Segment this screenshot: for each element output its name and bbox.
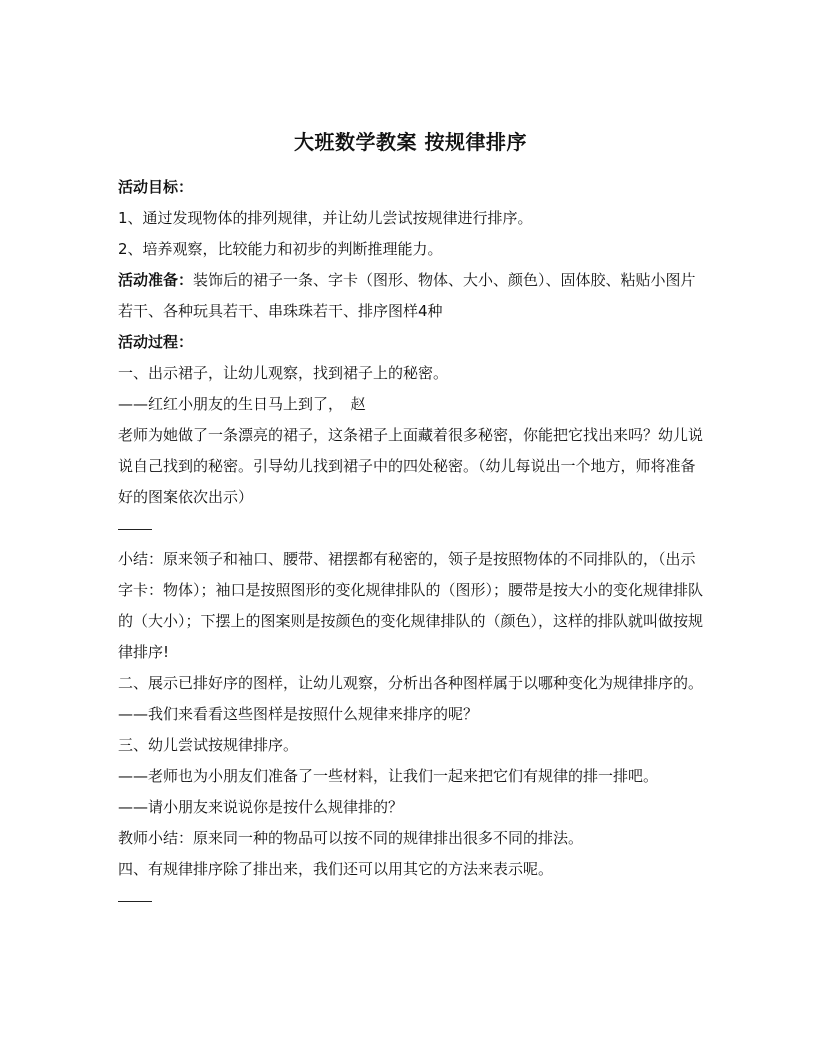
- dash-separator: [118, 513, 152, 544]
- step-2-quote: ——我们来看看这些图样是按照什么规律来排序的呢？: [118, 705, 479, 723]
- step-2: 二、展示已排好序的图样，让幼儿观察，分析出各种图样属于以哪种变化为规律排序的。: [118, 674, 704, 692]
- step-3-quote-2: ——请小朋友来说说你是按什么规律排的？: [118, 798, 404, 816]
- teacher-summary: 教师小结：原来同一种的物品可以按不同的规律排出很多不同的排法。: [118, 829, 584, 847]
- step-3-quote-1: ——老师也为小朋友们准备了一些材料，让我们一起来把它们有规律的排一排吧。: [118, 767, 659, 785]
- document-body: [118, 128, 703, 916]
- summary-1: 小结：原来领子和袖口、腰带、裙摆都有秘密的，领子是按照物体的不同排队的，（出示字卡：物体）；袖口是按照图形的变化规律排队的（图形）；腰带是按大小的变化规律排队的（大小）；下摆上的图案则是按颜色的变化规律排队的（颜色），这样的排队就叫做按规律排序!: [118, 550, 704, 661]
- prep-heading: 活动准备：: [118, 271, 194, 289]
- step-3: 三、幼儿尝试按规律排序。: [118, 736, 299, 754]
- step-1-quote: ——红红小朋友的生日马上到了， 赵: [118, 395, 366, 413]
- process-heading: 活动过程：: [118, 333, 194, 351]
- goal-2: 2、培养观察，比较能力和初步的判断推理能力。: [118, 240, 443, 258]
- prep-paragraph: [118, 265, 703, 327]
- step-1-text: 老师为她做了一条漂亮的裙子，这条裙子上面藏着很多秘密，你能把它找出来吗？幼儿说说自己找到的秘密。引导幼儿找到裙子中的四处秘密。（幼儿每说出一个地方，师将准备好的图案依次出示）: [118, 426, 704, 506]
- prep-text: 装饰后的裙子一条、字卡（图形、物体、大小、颜色）、固体胶、粘贴小图片若干、各种玩具若干、串珠珠若干、排序图样4种: [118, 271, 696, 320]
- step-1: 一、出示裙子，让幼儿观察，找到裙子上的秘密。: [118, 364, 449, 382]
- step-4: 四、有规律排序除了排出来，我们还可以用其它的方法来表示呢。: [118, 860, 554, 878]
- dash-separator: [118, 885, 152, 916]
- goal-1: 1、通过发现物体的排列规律，并让幼儿尝试按规律进行排序。: [118, 209, 533, 227]
- document-title: 大班数学教案 按规律排序: [294, 130, 527, 154]
- goals-heading: 活动目标：: [118, 178, 194, 196]
